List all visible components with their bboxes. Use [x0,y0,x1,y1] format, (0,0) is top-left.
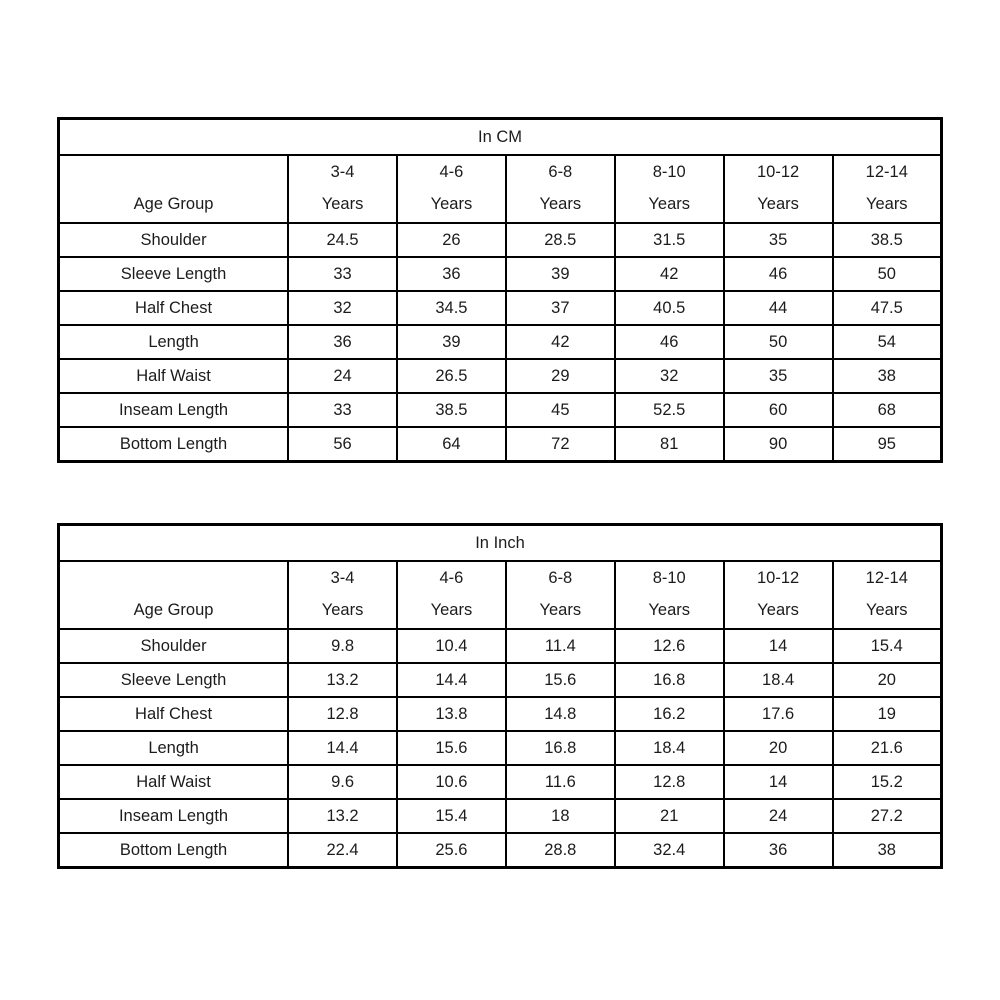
measurement-value: 18.4 [615,731,724,765]
measurement-value: 38.5 [397,393,506,427]
measurement-value: 14 [724,629,833,663]
measurement-label: Shoulder [59,223,289,257]
measurement-value: 56 [288,427,397,462]
measurement-label: Length [59,731,289,765]
measurement-value: 21.6 [833,731,942,765]
years-label: Years [430,195,473,213]
measurement-label: Bottom Length [59,833,289,868]
measurement-value: 42 [506,325,615,359]
table-row [59,731,942,765]
measurement-value: 25.6 [397,833,506,868]
measurement-value: 45 [506,393,615,427]
table-row [59,663,942,697]
age-column-header [724,155,833,223]
measurement-label: Inseam Length [59,799,289,833]
table-row [59,359,942,393]
age-column-header-inner [616,156,723,222]
measurement-value: 20 [724,731,833,765]
measurement-value: 90 [724,427,833,462]
table-header-row [59,561,942,629]
measurement-value: 46 [724,257,833,291]
years-label: Years [430,601,473,619]
age-range-label: 8-10 [652,163,686,181]
measurement-value: 50 [724,325,833,359]
measurement-value: 24 [724,799,833,833]
age-column-header-inner [725,156,832,222]
age-column-header-inner [507,156,614,222]
age-column-header [397,561,506,629]
measurement-value: 15.4 [833,629,942,663]
years-label: Years [757,601,799,619]
age-column-header-inner [834,156,940,222]
measurement-value: 12.8 [288,697,397,731]
age-column-header-inner [398,562,505,628]
measurement-value: 33 [288,257,397,291]
measurement-value: 17.6 [724,697,833,731]
measurement-label: Length [59,325,289,359]
measurement-label: Bottom Length [59,427,289,462]
table-title-row [59,119,942,156]
measurement-value: 50 [833,257,942,291]
measurement-value: 15.6 [397,731,506,765]
age-column-header [833,155,942,223]
years-label: Years [321,195,364,213]
age-column-header-inner [725,562,832,628]
measurement-value: 24 [288,359,397,393]
years-label: Years [539,601,582,619]
size-chart-cm-table [57,117,943,463]
age-range-label: 12-14 [865,163,908,181]
measurement-value: 29 [506,359,615,393]
measurement-value: 42 [615,257,724,291]
measurement-value: 12.8 [615,765,724,799]
measurement-value: 38 [833,833,942,868]
measurement-value: 11.6 [506,765,615,799]
years-label: Years [648,195,690,213]
measurement-label: Half Chest [59,291,289,325]
measurement-value: 46 [615,325,724,359]
measurement-value: 15.6 [506,663,615,697]
measurement-value: 10.4 [397,629,506,663]
table-row [59,629,942,663]
age-range-label: 3-4 [330,163,355,181]
table-row [59,799,942,833]
measurement-label: Half Waist [59,359,289,393]
measurement-value: 38 [833,359,942,393]
age-range-label: 10-12 [757,569,800,587]
measurement-value: 18 [506,799,615,833]
measurement-value: 60 [724,393,833,427]
age-group-header-cell [59,155,289,223]
measurement-value: 16.8 [506,731,615,765]
age-range-label: 4-6 [439,163,464,181]
table-title-row [59,525,942,562]
age-column-header [397,155,506,223]
measurement-value: 68 [833,393,942,427]
measurement-value: 27.2 [833,799,942,833]
measurement-value: 14 [724,765,833,799]
measurement-value: 18.4 [724,663,833,697]
years-label: Years [648,601,690,619]
measurement-label: Half Chest [59,697,289,731]
measurement-value: 39 [506,257,615,291]
age-column-header [724,561,833,629]
measurement-label: Sleeve Length [59,257,289,291]
table-row [59,393,942,427]
age-group-label: Age Group [133,601,214,619]
years-label: Years [865,601,908,619]
measurement-value: 14.4 [288,731,397,765]
measurement-value: 15.2 [833,765,942,799]
measurement-value: 22.4 [288,833,397,868]
size-chart-inch-table [57,523,943,869]
measurement-value: 28.8 [506,833,615,868]
age-group-label: Age Group [133,195,214,213]
age-range-label: 6-8 [548,569,573,587]
measurement-value: 26 [397,223,506,257]
age-column-header [288,155,397,223]
measurement-value: 72 [506,427,615,462]
measurement-value: 21 [615,799,724,833]
years-label: Years [321,601,364,619]
measurement-label: Inseam Length [59,393,289,427]
table-row [59,291,942,325]
age-group-header-cell [59,561,289,629]
measurement-value: 16.8 [615,663,724,697]
measurement-value: 40.5 [615,291,724,325]
measurement-value: 13.2 [288,663,397,697]
measurement-value: 36 [724,833,833,868]
measurement-value: 35 [724,359,833,393]
measurement-label: Shoulder [59,629,289,663]
age-column-header [615,561,724,629]
measurement-value: 24.5 [288,223,397,257]
age-column-header-inner [289,562,396,628]
measurement-value: 14.8 [506,697,615,731]
age-column-header-inner [289,156,396,222]
measurement-value: 9.8 [288,629,397,663]
measurement-label: Half Waist [59,765,289,799]
measurement-value: 81 [615,427,724,462]
age-column-header-inner [507,562,614,628]
table-row [59,765,942,799]
measurement-value: 38.5 [833,223,942,257]
measurement-value: 32 [288,291,397,325]
measurement-value: 39 [397,325,506,359]
table-title: In Inch [59,525,942,562]
measurement-value: 9.6 [288,765,397,799]
age-range-label: 6-8 [548,163,573,181]
measurement-value: 15.4 [397,799,506,833]
measurement-value: 20 [833,663,942,697]
age-column-header [506,155,615,223]
table-row [59,833,942,868]
table-header-row [59,155,942,223]
measurement-value: 32.4 [615,833,724,868]
age-range-label: 12-14 [865,569,908,587]
age-column-header [506,561,615,629]
measurement-value: 34.5 [397,291,506,325]
age-column-header [615,155,724,223]
table-row [59,325,942,359]
measurement-value: 95 [833,427,942,462]
measurement-value: 11.4 [506,629,615,663]
measurement-value: 47.5 [833,291,942,325]
years-label: Years [539,195,582,213]
measurement-value: 36 [288,325,397,359]
age-range-label: 4-6 [439,569,464,587]
measurement-value: 14.4 [397,663,506,697]
measurement-value: 19 [833,697,942,731]
measurement-value: 12.6 [615,629,724,663]
measurement-value: 13.8 [397,697,506,731]
measurement-value: 16.2 [615,697,724,731]
table-row [59,223,942,257]
measurement-value: 37 [506,291,615,325]
measurement-value: 13.2 [288,799,397,833]
measurement-value: 44 [724,291,833,325]
age-column-header-inner [834,562,940,628]
measurement-value: 26.5 [397,359,506,393]
age-column-header-inner [616,562,723,628]
age-column-header [833,561,942,629]
measurement-value: 28.5 [506,223,615,257]
years-label: Years [757,195,799,213]
measurement-label: Sleeve Length [59,663,289,697]
measurement-value: 33 [288,393,397,427]
measurement-value: 10.6 [397,765,506,799]
measurement-value: 54 [833,325,942,359]
measurement-value: 52.5 [615,393,724,427]
measurement-value: 31.5 [615,223,724,257]
age-range-label: 3-4 [330,569,355,587]
measurement-value: 64 [397,427,506,462]
measurement-value: 36 [397,257,506,291]
age-range-label: 8-10 [652,569,686,587]
age-column-header-inner [398,156,505,222]
years-label: Years [865,195,908,213]
age-range-label: 10-12 [757,163,800,181]
table-title: In CM [59,119,942,156]
table-row [59,697,942,731]
table-row [59,427,942,462]
table-row [59,257,942,291]
measurement-value: 32 [615,359,724,393]
age-column-header [288,561,397,629]
measurement-value: 35 [724,223,833,257]
